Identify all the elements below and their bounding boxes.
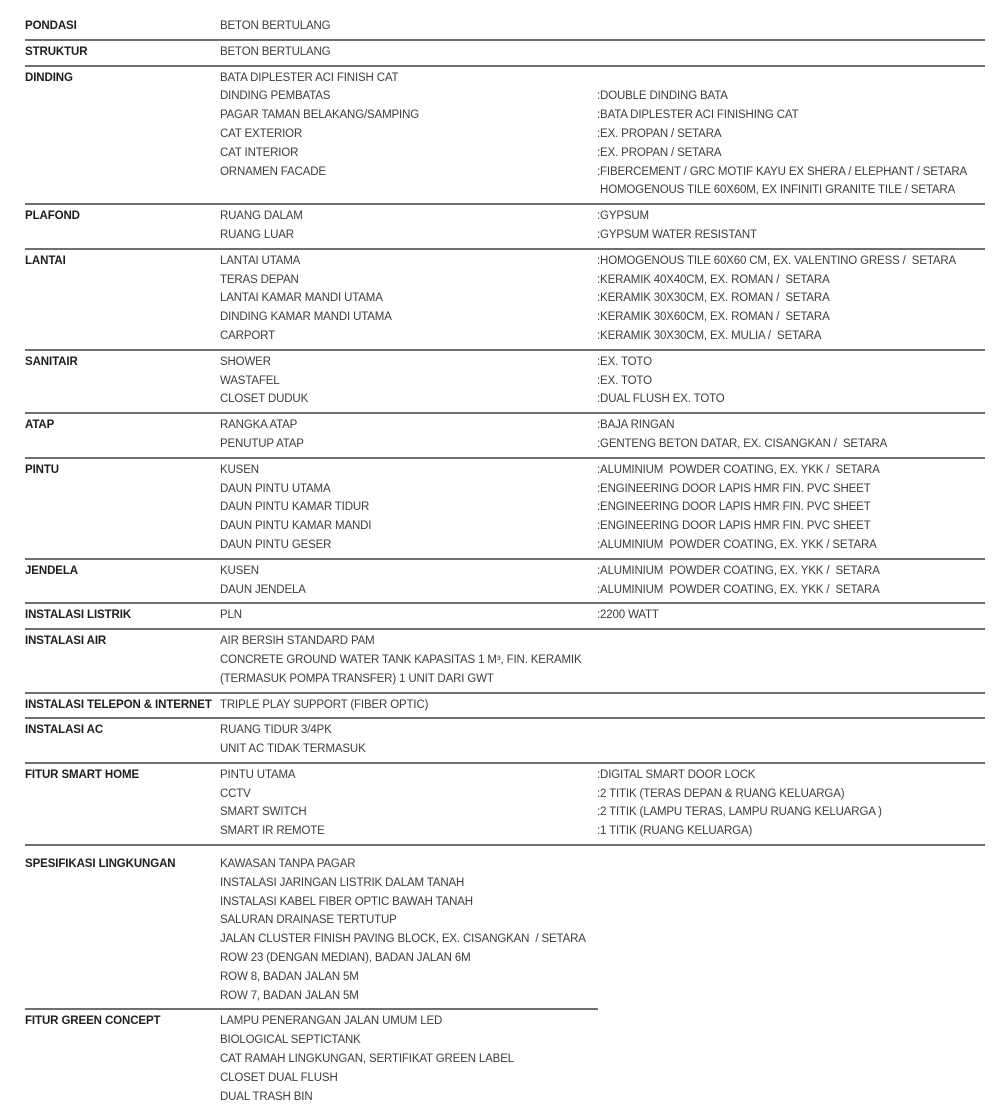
- spec-item-label: DINDING PEMBATAS: [220, 90, 331, 103]
- spec-value-text: [597, 670, 985, 689]
- section-dinding: [25, 67, 985, 204]
- spec-item-label: CAT INTERIOR: [220, 146, 299, 159]
- section-spesifikasi-lingkungan: [25, 853, 985, 1008]
- spec-category-label: INSTALASI AC: [25, 724, 104, 737]
- spec-item-label: UNIT AC TIDAK TERMASUK: [220, 743, 366, 756]
- spec-rows: [220, 632, 985, 688]
- spec-item-label: CARPORT: [220, 329, 275, 342]
- spec-item-label: BETON BERTULANG: [220, 45, 331, 58]
- spec-row: [220, 670, 985, 689]
- section-sanitair: [25, 351, 985, 412]
- spec-item-label: SMART IR REMOTE: [220, 825, 325, 838]
- spec-item-label: TRIPLE PLAY SUPPORT (FIBER OPTIC): [220, 698, 429, 711]
- spec-value-text: :KERAMIK 30X30CM, EX. MULIA / SETARA: [597, 329, 822, 342]
- spec-row: [220, 461, 985, 480]
- spec-value-text: :2200 WATT: [597, 609, 659, 622]
- spec-row: [220, 822, 985, 841]
- spec-category-label: SPESIFIKASI LINGKUNGAN: [25, 858, 176, 871]
- spec-row: [220, 1031, 985, 1050]
- spec-row: [220, 606, 985, 625]
- spec-row: [220, 721, 985, 740]
- spec-item-label: KUSEN: [220, 463, 259, 476]
- spec-value-text: [597, 1069, 985, 1088]
- spec-item-label: CLOSET DUDUK: [220, 393, 309, 406]
- spec-item-label: BIOLOGICAL SEPTICTANK: [220, 1034, 361, 1047]
- spec-value-text: :GENTENG BETON DATAR, EX. CISANGKAN / SETARA: [597, 437, 888, 450]
- spec-row: [220, 43, 985, 62]
- spec-row: [220, 353, 985, 372]
- spec-item-label: PLN: [220, 609, 242, 622]
- spec-value-text: :ALUMINIUM POWDER COATING, EX. YKK / SETARA: [597, 463, 880, 476]
- spec-row: [220, 106, 985, 125]
- spec-item-label: PINTU UTAMA: [220, 768, 296, 781]
- spec-value-text: :BAJA RINGAN: [597, 419, 675, 432]
- spec-row: [220, 17, 985, 36]
- section-pondasi: [25, 15, 985, 39]
- spec-rows: [220, 766, 985, 841]
- spec-value-text: [597, 968, 985, 987]
- spec-row: [220, 968, 985, 987]
- section-atap: [25, 414, 985, 457]
- section-fitur-green-concept: [25, 1010, 985, 1109]
- spec-value-text: [597, 17, 985, 36]
- spec-value-text: [597, 1031, 985, 1050]
- spec-item-label: DAUN PINTU UTAMA: [220, 482, 331, 495]
- spec-row: [220, 651, 985, 670]
- spec-value-text: :EX. PROPAN / SETARA: [597, 127, 722, 140]
- spec-value-text: :KERAMIK 30X60CM, EX. ROMAN / SETARA: [597, 311, 830, 324]
- spec-value-text: :KERAMIK 30X30CM, EX. ROMAN / SETARA: [597, 292, 830, 305]
- spec-rows: [220, 207, 985, 245]
- section-pintu: [25, 459, 985, 558]
- spec-item-label: (TERMASUK POMPA TRANSFER) 1 UNIT DARI GWT: [220, 672, 494, 685]
- spec-value-text: [597, 740, 985, 759]
- spec-category-label: DINDING: [25, 71, 73, 84]
- spec-value-text: :DUAL FLUSH EX. TOTO: [597, 393, 725, 406]
- spec-category-label: INSTALASI AIR: [25, 635, 107, 648]
- spec-value-text: :BATA DIPLESTER ACI FINISHING CAT: [597, 109, 799, 122]
- section-divider: [25, 844, 985, 846]
- spec-item-label: RUANG LUAR: [220, 228, 294, 241]
- spec-value-text: [597, 874, 985, 893]
- spec-rows: [220, 252, 985, 346]
- spec-item-label: DAUN JENDELA: [220, 583, 306, 596]
- spec-value-text: :GYPSUM: [597, 210, 649, 223]
- spec-row: [220, 874, 985, 893]
- spec-item-label: KAWASAN TANPA PAGAR: [220, 858, 356, 871]
- spec-value-text: [597, 987, 985, 1006]
- spec-category-label: INSTALASI LISTRIK: [25, 609, 132, 622]
- spec-item-label: BETON BERTULANG: [220, 20, 331, 32]
- spec-row: [220, 289, 985, 308]
- spec-value-text: [597, 651, 985, 670]
- spec-value-text: :HOMOGENOUS TILE 60X60 CM, EX. VALENTINO GRESS / SETARA: [597, 254, 957, 267]
- spec-row: [220, 435, 985, 454]
- spec-row: [220, 987, 985, 1006]
- spec-rows: [220, 461, 985, 555]
- spec-value-text: [597, 1050, 985, 1069]
- spec-value-text: :ENGINEERING DOOR LAPIS HMR FIN. PVC SHEET: [597, 482, 871, 495]
- spec-item-label: BATA DIPLESTER ACI FINISH CAT: [220, 71, 399, 84]
- spec-row: [220, 1012, 985, 1031]
- spec-value-text: [597, 721, 985, 740]
- spec-item-label: RANGKA ATAP: [220, 419, 298, 432]
- spec-value-text: :ALUMINIUM POWDER COATING, EX. YKK / SETARA: [597, 583, 880, 596]
- spec-value-text: [597, 1088, 985, 1107]
- spec-rows: [220, 855, 985, 1005]
- spec-row: [220, 766, 985, 785]
- spec-value-text: :ENGINEERING DOOR LAPIS HMR FIN. PVC SHEET: [597, 501, 871, 514]
- spec-value-text: :ALUMINIUM POWDER COATING, EX. YKK / SETARA: [597, 564, 880, 577]
- spec-row: [220, 271, 985, 290]
- spec-rows: [220, 353, 985, 409]
- spec-row: [220, 1088, 985, 1107]
- spec-value-text: [597, 632, 985, 651]
- spec-row: [220, 785, 985, 804]
- spec-item-label: DAUN PINTU GESER: [220, 538, 332, 551]
- spec-category-label: PONDASI: [25, 20, 77, 32]
- spec-item-label: DUAL TRASH BIN: [220, 1090, 313, 1103]
- spec-value-text: :ENGINEERING DOOR LAPIS HMR FIN. PVC SHEET: [597, 520, 871, 533]
- spec-value-text: :2 TITIK (LAMPU TERAS, LAMPU RUANG KELUARGA ): [597, 806, 882, 819]
- spec-row: [220, 498, 985, 517]
- spec-rows: [220, 562, 985, 600]
- spec-value-text: [597, 696, 985, 715]
- specification-table: [25, 15, 985, 1109]
- section-instalasi-telepon-internet: [25, 694, 985, 718]
- spec-row: [220, 144, 985, 163]
- spec-value-text: :DOUBLE DINDING BATA: [597, 90, 728, 103]
- spec-rows: [220, 17, 985, 36]
- spec-item-label: CCTV: [220, 787, 251, 800]
- spec-item-label: ROW 23 (DENGAN MEDIAN), BADAN JALAN 6M: [220, 952, 471, 965]
- section-instalasi-air: [25, 630, 985, 691]
- spec-row: [220, 69, 985, 88]
- spec-item-label: PAGAR TAMAN BELAKANG/SAMPING: [220, 109, 420, 122]
- spec-item-label: INSTALASI JARINGAN LISTRIK DALAM TANAH: [220, 876, 465, 889]
- section-plafond: [25, 205, 985, 248]
- spec-row: [220, 911, 985, 930]
- spec-row: [220, 163, 985, 182]
- spec-row: [220, 372, 985, 391]
- spec-value-text: [597, 43, 985, 62]
- spec-category-label: PLAFOND: [25, 210, 80, 223]
- spec-item-label: TERAS DEPAN: [220, 273, 299, 286]
- spec-category-label: SANITAIR: [25, 355, 78, 368]
- spec-row: [220, 536, 985, 555]
- section-instalasi-listrik: [25, 604, 985, 628]
- spec-row: [220, 125, 985, 144]
- spec-value-text: :ALUMINIUM POWDER COATING, EX. YKK / SETARA: [597, 538, 877, 551]
- spec-value-text: HOMOGENOUS TILE 60X60M, EX INFINITI GRANITE TILE / SETARA: [597, 184, 956, 197]
- spec-row: [220, 517, 985, 536]
- spec-item-label: ROW 8, BADAN JALAN 5M: [220, 970, 359, 983]
- spec-category-label: ATAP: [25, 419, 55, 432]
- spec-row: [220, 480, 985, 499]
- spec-rows: [220, 69, 985, 201]
- spec-category-label: INSTALASI TELEPON & INTERNET: [25, 698, 212, 711]
- spec-item-label: LAMPU PENERANGAN JALAN UMUM LED: [220, 1015, 443, 1028]
- spec-rows: [220, 696, 985, 715]
- spec-item-label: SMART SWITCH: [220, 806, 307, 819]
- spec-item-label: WASTAFEL: [220, 374, 280, 387]
- spec-rows: [220, 1012, 985, 1106]
- spec-row: [220, 226, 985, 245]
- spec-value-text: :EX. TOTO: [597, 355, 652, 368]
- spec-item-label: LANTAI KAMAR MANDI UTAMA: [220, 292, 383, 305]
- spec-value-text: [597, 855, 985, 874]
- spec-row: [220, 1050, 985, 1069]
- spec-value-text: :GYPSUM WATER RESISTANT: [597, 228, 757, 241]
- spec-value-text: :EX. PROPAN / SETARA: [597, 146, 722, 159]
- spec-item-label: SALURAN DRAINASE TERTUTUP: [220, 914, 397, 927]
- spec-value-text: :1 TITIK (RUANG KELUARGA): [597, 825, 753, 838]
- spec-row: [220, 740, 985, 759]
- spec-category-label: FITUR SMART HOME: [25, 768, 140, 781]
- spec-category-label: PINTU: [25, 463, 60, 476]
- section-struktur: [25, 41, 985, 65]
- spec-item-label: PENUTUP ATAP: [220, 437, 304, 450]
- spec-row: [220, 207, 985, 226]
- spec-row: [220, 390, 985, 409]
- section-instalasi-ac: [25, 719, 985, 762]
- spec-item-label: CONCRETE GROUND WATER TANK KAPASITAS 1 M³, FIN. KERAMIK: [220, 653, 582, 666]
- spec-row: [220, 327, 985, 346]
- spec-item-label: RUANG DALAM: [220, 210, 303, 223]
- spec-value-text: [597, 893, 985, 912]
- spec-row: [220, 87, 985, 106]
- spec-item-label: INSTALASI KABEL FIBER OPTIC BAWAH TANAH: [220, 895, 473, 908]
- spec-item-label: DAUN PINTU KAMAR TIDUR: [220, 501, 370, 514]
- spec-value-text: [597, 1012, 985, 1031]
- spec-item-label: DAUN PINTU KAMAR MANDI: [220, 520, 372, 533]
- spec-value-text: [597, 949, 985, 968]
- spec-row: [220, 949, 985, 968]
- spec-row: [220, 803, 985, 822]
- spec-row: [220, 930, 985, 949]
- spec-rows: [220, 606, 985, 625]
- spec-row: [220, 632, 985, 651]
- spec-category-label: STRUKTUR: [25, 45, 88, 58]
- spec-value-text: :2 TITIK (TERAS DEPAN & RUANG KELUARGA): [597, 787, 845, 800]
- spec-row: [220, 252, 985, 271]
- spec-value-text: [597, 911, 985, 930]
- spec-value-text: :EX. TOTO: [597, 374, 652, 387]
- spec-item-label: RUANG TIDUR 3/4PK: [220, 724, 332, 737]
- spec-value-text: [597, 69, 985, 88]
- spec-row: [220, 416, 985, 435]
- section-lantai: [25, 250, 985, 349]
- spec-row: [220, 581, 985, 600]
- spec-category-label: JENDELA: [25, 564, 78, 577]
- section-fitur-smart-home: [25, 764, 985, 844]
- spec-category-label: LANTAI: [25, 254, 66, 267]
- spec-row: [220, 855, 985, 874]
- spec-item-label: DINDING KAMAR MANDI UTAMA: [220, 311, 392, 324]
- spec-value-text: :FIBERCEMENT / GRC MOTIF KAYU EX SHERA / ELEPHANT / SETARA: [597, 165, 968, 178]
- spec-item-label: CAT EXTERIOR: [220, 127, 303, 140]
- spec-rows: [220, 416, 985, 454]
- section-jendela: [25, 560, 985, 603]
- spec-category-label: FITUR GREEN CONCEPT: [25, 1015, 161, 1028]
- spec-item-label: KUSEN: [220, 564, 259, 577]
- spec-row: [220, 1069, 985, 1088]
- spec-item-label: LANTAI UTAMA: [220, 254, 301, 267]
- spec-item-label: ROW 7, BADAN JALAN 5M: [220, 989, 359, 1002]
- spec-row: [220, 893, 985, 912]
- spec-item-label: CAT RAMAH LINGKUNGAN, SERTIFIKAT GREEN LABEL: [220, 1053, 514, 1066]
- spec-item-label: [220, 181, 597, 200]
- spec-rows: [220, 721, 985, 759]
- spec-item-label: AIR BERSIH STANDARD PAM: [220, 635, 375, 648]
- spec-value-text: :KERAMIK 40X40CM, EX. ROMAN / SETARA: [597, 273, 830, 286]
- spec-item-label: CLOSET DUAL FLUSH: [220, 1071, 338, 1084]
- spec-row: [220, 181, 985, 200]
- spec-value-text: :DIGITAL SMART DOOR LOCK: [597, 768, 756, 781]
- spec-row: [220, 562, 985, 581]
- spec-item-label: JALAN CLUSTER FINISH PAVING BLOCK, EX. CISANGKAN / SETARA: [220, 933, 586, 946]
- spec-row: [220, 696, 985, 715]
- spec-rows: [220, 43, 985, 62]
- spec-item-label: SHOWER: [220, 355, 271, 368]
- spec-item-label: ORNAMEN FACADE: [220, 165, 326, 178]
- spec-value-text: [597, 930, 985, 949]
- spec-row: [220, 308, 985, 327]
